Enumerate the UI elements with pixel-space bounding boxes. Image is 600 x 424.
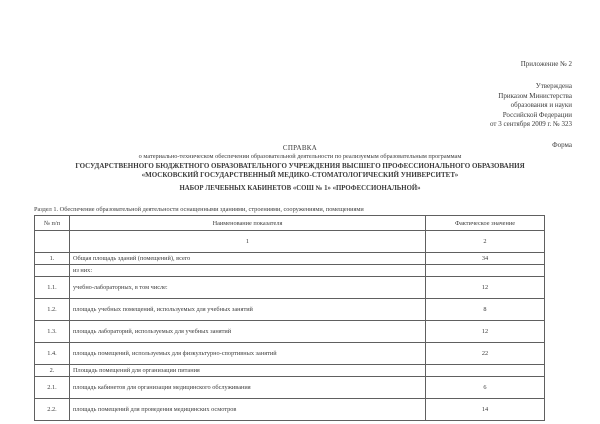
row-value: [426, 365, 545, 377]
data-table: [34, 215, 545, 421]
row-value: 12: [426, 321, 545, 343]
row-value: 34: [426, 253, 545, 265]
table-row: [35, 265, 545, 277]
table-row: [35, 277, 545, 299]
approval-line: Утверждена: [535, 82, 572, 90]
row-name: Общая площадь зданий (помещений), всего: [70, 253, 426, 265]
row-value: 6: [426, 377, 545, 399]
institution-line-3: НАБОР ЛЕЧЕБНЫХ КАБИНЕТОВ «СОШ № 1» «ПРОФЕССИОНАЛЬНОЙ»: [179, 185, 421, 192]
row-number: 2.1.: [35, 377, 70, 399]
doc-subtitle: о материально-техническом обеспечении образовательной деятельности по реализуемым образовательным программам: [138, 153, 462, 160]
approval-line: Российской Федерации: [502, 110, 572, 119]
header-cell: Наименование показателя: [70, 216, 426, 231]
row-number: 1.2.: [35, 299, 70, 321]
table-row: [35, 299, 545, 321]
row-name: площадь помещений для проведения медицинских осмотров: [70, 399, 426, 421]
row-number: 1.4.: [35, 343, 70, 365]
approval-line: образования и науки: [510, 101, 572, 109]
form-label: Форма: [552, 141, 572, 149]
row-name: площадь помещений, используемых для физкультурно-спортивных занятий: [70, 343, 426, 365]
table-row: [35, 321, 545, 343]
numbering-cell: [35, 231, 70, 253]
row-number: 2.: [35, 365, 70, 377]
row-value: 22: [426, 343, 545, 365]
row-number: 1.1.: [35, 277, 70, 299]
doc-title: СПРАВКА: [282, 144, 318, 152]
row-name: из них:: [70, 265, 426, 277]
institution-line-1: ГОСУДАРСТВЕННОГО БЮДЖЕТНОГО ОБРАЗОВАТЕЛЬНОГО УЧРЕЖДЕНИЯ ВЫСШЕГО ПРОФЕССИОНАЛЬНОГО ОБРАЗОВАНИЯ: [75, 162, 525, 170]
approval-line: от 3 сентября 2009 г. № 323: [490, 120, 572, 128]
table-row: [35, 377, 545, 399]
table-row: [35, 365, 545, 377]
row-name: площадь кабинетов для организации медицинского обслуживания: [70, 377, 426, 399]
table-row: [35, 253, 545, 265]
row-value: [426, 265, 545, 277]
row-number: 2.2.: [35, 399, 70, 421]
row-number: 1.: [35, 253, 70, 265]
numbering-cell: 1: [70, 231, 426, 253]
row-value: 8: [426, 299, 545, 321]
table-numbering-row: [35, 231, 545, 253]
approval-line: Приказом Министерства: [498, 91, 572, 100]
appendix-label: Приложение № 2: [520, 60, 572, 68]
row-name: площадь лабораторий, используемых для учебных занятий: [70, 321, 426, 343]
header-cell: Фактическое значение: [426, 216, 545, 231]
header-cell: № п/п: [35, 216, 70, 231]
numbering-cell: 2: [426, 231, 545, 253]
table-row: [35, 399, 545, 421]
table-row: [35, 343, 545, 365]
institution-line-2: «МОСКОВСКИЙ ГОСУДАРСТВЕННЫЙ МЕДИКО-СТОМАТОЛОГИЧЕСКИЙ УНИВЕРСИТЕТ»: [141, 171, 459, 179]
row-number: [35, 265, 70, 277]
row-name: учебно-лабораторных, в том числе:: [70, 277, 426, 299]
row-value: 14: [426, 399, 545, 421]
row-value: 12: [426, 277, 545, 299]
table-header-row: [35, 216, 545, 231]
row-name: площадь учебных помещений, используемых для учебных занятий: [70, 299, 426, 321]
section-title: Раздел 1. Обеспечение образовательной деятельности оснащенными зданиями, строениями, сооружениями, помещениями: [34, 206, 364, 213]
approval-block: [490, 82, 572, 130]
row-number: 1.3.: [35, 321, 70, 343]
row-name: Площадь помещений для организации питания: [70, 365, 426, 377]
